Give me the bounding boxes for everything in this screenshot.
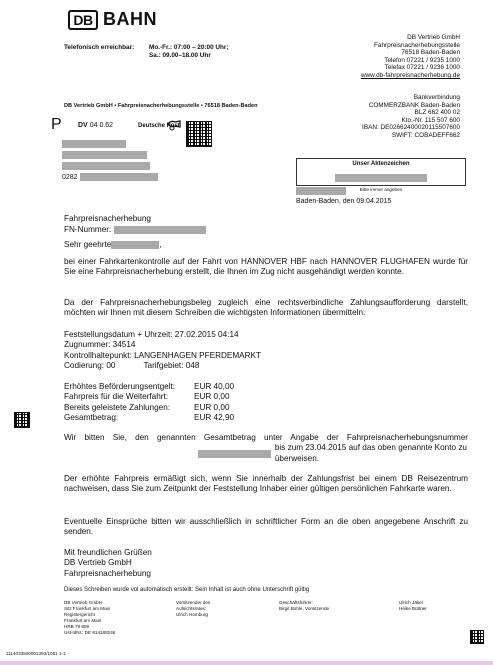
paragraph-3-line1: Wir bitten Sie, den genannten Gesamtbetrag unter Angabe der Fahrpreisnacherhebungsnummer	[64, 433, 468, 442]
subject: Fahrpreisnacherhebung	[64, 214, 151, 223]
bank-line: IBAN: DE02662400020115507600	[362, 124, 460, 132]
detail-train-number: Zugnummer: 34514	[64, 340, 136, 350]
reference-box-title: Unser Aktenzeichen	[352, 161, 410, 167]
sender-line: Telefon 07221 / 9235 1000	[384, 56, 460, 64]
bank-line: SWIFT: COBADEFF662	[391, 131, 460, 139]
footer-line: Birgit Bohle, Vorsitzende	[279, 606, 330, 611]
footer-line: Vorsitzender des	[176, 600, 211, 605]
footer-line: Ulrich Jäkel	[399, 600, 423, 605]
footer-line: DB Vertrieb GmbH	[64, 600, 103, 605]
fn-label: FN-Nummer:	[64, 225, 112, 234]
amount-value: EUR 0,00	[194, 392, 230, 402]
post-horn-icon	[167, 118, 181, 130]
amounts-table	[64, 382, 234, 423]
recipient-postcode-line	[62, 173, 158, 181]
bottom-edge	[0, 661, 493, 665]
phone-hours	[149, 44, 229, 60]
paragraph-5: Eventuelle Einsprüche bitten wir ausschließlich in schriftlicher Form an die oben angegebene Anschrift zu senden.	[64, 517, 468, 537]
salutation: Sehr geehrte	[64, 240, 112, 249]
footer-line: Registergericht	[64, 612, 95, 617]
fn-number-line	[64, 225, 206, 235]
side-datamatrix-code	[14, 412, 30, 428]
redacted-city	[80, 173, 158, 181]
salutation-line: Sehr geehrte ,	[64, 240, 162, 249]
paragraph-3	[64, 433, 468, 464]
amount-label: Bereits geleistete Zahlungen:	[64, 402, 171, 412]
phone-hours-saturday: Sa.: 09.00–18.00 Uhr	[149, 52, 211, 59]
amount-row	[64, 382, 234, 392]
reference-box	[296, 158, 466, 192]
amount-row	[64, 392, 234, 402]
footer-line: Sitz Frankfurt am Main	[64, 606, 111, 611]
detail-date-time: Feststellungsdatum + Uhrzeit: 27.02.2015 04:14	[64, 330, 239, 339]
paragraph-1: bei einer Fahrkartenkontrolle auf der Fahrt von HANNOVER HBF nach HANNOVER FLUGHAFEN wurde für Sie eine Fahrpreisnacherhebung erstellt, die Ihnen im Zug nicht ausgehändigt werden konnte.	[64, 257, 468, 277]
paragraph-4: Der erhöhte Fahrpreis ermäßigt sich, wenn Sie innerhalb der Zahlungsfrist bei einem DB Reisezentrum nachweisen, dass Sie zum Zeitpunkt der Feststellung Inhaber einer gültigen persönlichen Fahrkarte waren.	[64, 474, 468, 494]
paragraph-2: Da der Fahrpreisnacherhebungsbeleg zugleich eine rechtsverbindliche Zahlungsaufforderung darstellt, möchten wir Ihnen mit diesem Schreiben die wichtigsten Informationen übermitteln:	[64, 298, 468, 318]
amount-label: Erhöhtes Beförderungsentgelt:	[64, 382, 176, 391]
redacted-date-prefix	[296, 187, 346, 195]
bank-line: Bankverbindung	[413, 94, 460, 101]
redacted-name	[111, 241, 159, 249]
phone-label: Telefonisch erreichbar:	[64, 44, 135, 51]
amount-value: EUR 0,00	[194, 402, 230, 412]
redacted-recipient-line	[62, 151, 147, 159]
paragraph-3-line2: bis zum 23.04.2015 auf das oben genannte Konto zu überweisen.	[274, 443, 467, 463]
postmark-num1: 04	[89, 122, 98, 129]
footer-col-2	[176, 600, 210, 618]
footer-line: Ulrich Homburg	[176, 612, 208, 617]
bank-block	[260, 94, 460, 140]
postmark-dv: DV	[78, 122, 88, 129]
datamatrix-code	[186, 121, 212, 147]
footer-line: Geschäftsführer:	[279, 600, 313, 605]
sender-line: Telefax 07221 / 9236 1000	[384, 64, 460, 72]
footer-line: HRB 79 808	[64, 624, 90, 629]
detail-tarifgebiet: Tarifgebiet: 048	[143, 360, 200, 370]
footer-col-4	[399, 600, 427, 612]
amount-row	[64, 413, 234, 423]
closing-department: Fahrpreisnacherhebung	[64, 568, 151, 578]
redacted-recipient-line	[62, 140, 126, 148]
brand-name: BAHN	[103, 9, 157, 29]
footer-line: Ust-IdNr.: DE 814188246	[64, 630, 116, 635]
amount-value: EUR 40,00	[194, 382, 235, 391]
place-date: Baden-Baden, den 09.04.2015	[296, 198, 392, 205]
bottom-code: 1114033500001393/1061 1-1	[6, 651, 66, 656]
redacted-payment-reference	[198, 450, 271, 458]
detail-checkpoint: Kontrollhaltepunkt: LANGENHAGEN PFERDEMARKT	[64, 350, 262, 360]
footer-line: Frankfurt am Main	[64, 618, 102, 623]
bank-line: BLZ 662 400 02	[414, 109, 460, 117]
postmark-carrier: Deutsche Post	[138, 123, 180, 129]
recipient-postcode: 0282	[62, 173, 78, 181]
amount-row	[64, 403, 234, 413]
bank-line: Kto.-Nr. 115 507 600	[401, 116, 460, 124]
postmark-num2: 0.62	[99, 122, 114, 129]
sender-line: 76518 Baden-Baden	[401, 49, 460, 57]
automatic-note: Dieses Schreiben wurde vol automatisch erstellt: Sein Inhalt ist auch ohne Unterschrift gültig	[64, 587, 310, 593]
amount-label: Fahrpreis für die Weiterfahrt:	[64, 392, 169, 402]
details-block	[64, 330, 261, 371]
recipient-block	[62, 140, 158, 181]
db-logo: DB	[68, 10, 98, 30]
redacted-recipient-line	[62, 162, 150, 170]
sender-block	[260, 34, 460, 80]
closing-greeting: Mit freundlichen Grüßen	[64, 548, 152, 557]
phone-hours-weekday: Mo.-Fr.: 07:00 – 20:00 Uhr;	[149, 44, 229, 51]
footer-line: Heike Büttner	[399, 606, 427, 611]
footer-line: Aufsichtsrates:	[176, 606, 207, 611]
footer-col-1	[64, 600, 115, 636]
footer-col-3	[279, 600, 329, 612]
footer-datamatrix-code	[470, 630, 484, 644]
closing-company: DB Vertrieb GmbH	[64, 558, 132, 568]
sender-website: www.db-fahrpreisnacherhebung.de	[360, 71, 460, 79]
amount-value: EUR 42,90	[194, 412, 235, 422]
reference-box-hint: Bitte immer angeben	[359, 187, 403, 192]
sender-line: DB Vertrieb GmbH	[407, 34, 460, 41]
sender-line: Fahrpreisnacherhebungsstelle	[374, 41, 460, 49]
date-block	[296, 187, 391, 205]
detail-codes	[64, 361, 261, 371]
postmark-code	[78, 122, 113, 129]
redacted-reference	[335, 174, 427, 182]
closing	[64, 548, 152, 579]
redacted-fn-number	[114, 226, 206, 234]
return-address: DB Vertrieb GmbH • Fahrpreisnacherhebungsstelle • 76518 Baden-Baden	[64, 103, 258, 109]
amount-label: Gesamtbetrag:	[64, 412, 119, 422]
postmark-p: P	[51, 116, 62, 133]
detail-codierung: Codierung: 00	[64, 360, 116, 370]
bank-line: COMMERZBANK Baden-Baden	[368, 101, 460, 109]
